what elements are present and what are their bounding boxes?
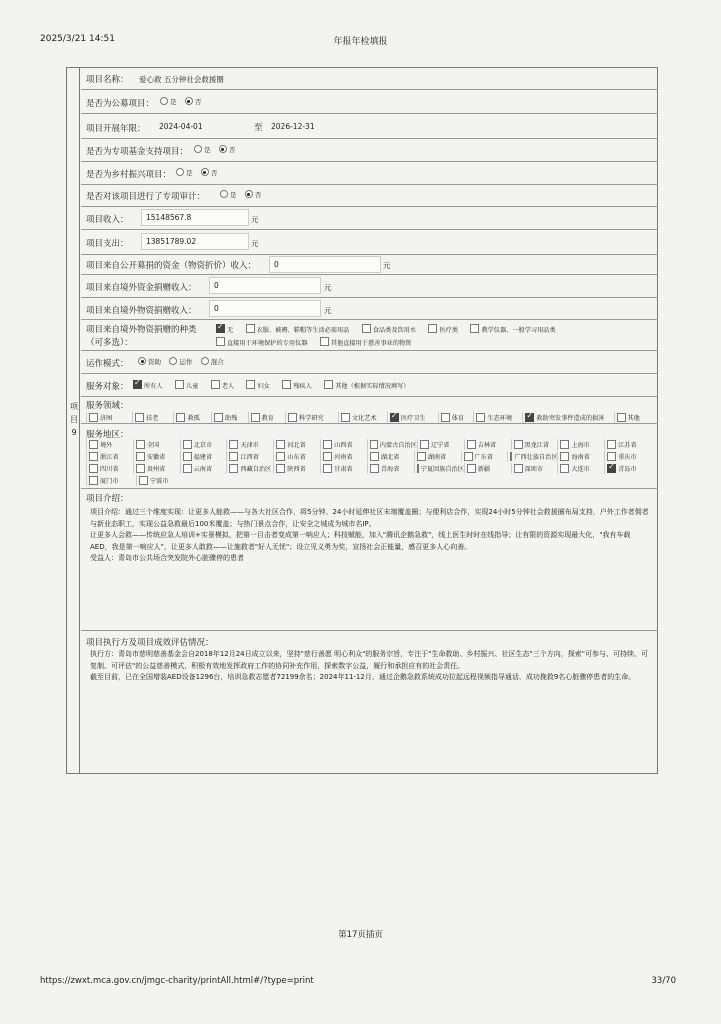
region-option [320,463,367,474]
region-label: 辽宁省 [430,442,450,449]
goods-type-checkbox[interactable] [428,324,437,333]
region-checkbox[interactable] [136,464,145,473]
region-option [180,451,227,462]
region-option [320,451,367,462]
regions-line [86,439,651,450]
expense-input[interactable]: 13851789.02 [141,233,249,250]
region-option [367,451,414,462]
field-label: 生态环境 [487,415,513,422]
audit-yes-radio[interactable] [220,190,228,198]
region-option [180,463,227,474]
print-url: https://zwxt.mca.gov.cn/jmgc-charity/printAll.html#/?type=print [40,976,314,986]
region-option [133,439,180,450]
radio-label-yes: 是 [230,191,237,199]
field-label: 扶老 [146,415,159,422]
region-option [367,439,417,450]
field-checkbox[interactable] [476,413,485,422]
execution-paragraph: 截至目前，已在全国增装AED设备1296台，培训急救志愿者72199余名；2024年11-12月，通过企鹅急救系统成功拉起远程视频指导通话，成功挽救9名心脏骤停患者的生命。 [90,673,636,681]
region-checkbox[interactable] [607,464,616,473]
region-label: 新疆 [477,466,491,473]
region-checkbox[interactable] [323,464,332,473]
region-checkbox[interactable] [276,464,285,473]
goods-type-label: 直接用于环境保护的专用仪器 [227,340,308,347]
region-option [464,463,511,474]
field-label: 助残 [224,415,238,422]
rural-label: 是否为乡村振兴项目： [86,170,172,180]
project-name-label: 项目名称： [86,75,129,85]
region-option [557,463,604,474]
special-fund-label: 是否为专项基金支持项目： [86,147,189,157]
region-checkbox[interactable] [370,440,378,449]
region-option [511,439,558,450]
region-label: 江西省 [240,454,259,461]
period-row [81,114,658,139]
region-label: 甘肃省 [334,466,353,473]
region-option [417,439,464,450]
fields-label: 服务领域： [86,401,129,411]
region-option [86,451,133,462]
public-fundraising-no-radio[interactable] [185,97,193,105]
region-label: 宁波市 [150,478,169,485]
target-label: 儿童 [185,383,199,390]
region-option [180,439,227,450]
mode-radio[interactable] [169,357,177,365]
region-label: 深圳市 [524,466,544,473]
field-label: 救孤 [187,415,200,422]
regions-line [86,463,651,474]
regions-line [86,475,651,486]
region-option [414,451,461,462]
public-fundraising-label: 是否为公募项目： [86,99,155,109]
region-checkbox[interactable] [514,440,523,449]
expense-label: 项目支出： [86,239,129,249]
region-option [273,451,320,462]
region-label: 云南省 [193,466,213,473]
field-label: 体育 [451,415,465,422]
radio-label-yes: 是 [170,98,177,106]
service-targets-row [81,374,658,397]
region-checkbox[interactable] [183,464,192,473]
radio-label-yes: 是 [204,146,211,154]
rural-no-radio[interactable] [201,168,209,176]
field-label: 文化艺术 [351,415,377,422]
region-checkbox[interactable] [607,452,616,461]
field-checkbox[interactable] [617,413,626,422]
region-option [464,439,511,450]
region-label: 西藏自治区 [240,466,272,473]
goods-type-checkbox[interactable] [320,337,329,346]
region-label: 青岛市 [618,466,637,473]
rural-yes-radio[interactable] [176,168,184,176]
region-option [133,451,180,462]
side-label-char: 项 [70,402,78,411]
mode-radio[interactable] [201,357,209,365]
region-label: 贵州省 [146,466,166,473]
region-label: 湖北省 [380,454,400,461]
region-checkbox[interactable] [420,440,429,449]
mode-radio[interactable] [138,357,146,365]
field-label: 济困 [100,415,113,422]
overseas-funds-label: 项目来自境外资金捐赠收入： [86,283,197,293]
target-label: 残疾人 [293,383,312,390]
region-checkbox[interactable] [229,440,238,449]
region-option [136,475,186,486]
region-label: 江苏省 [618,442,637,449]
region-checkbox[interactable] [370,452,379,461]
intro-paragraph: 受益人：青岛市公共场合突发院外心脏骤停的患者 [90,554,244,562]
region-label: 厦门市 [100,478,119,485]
period-label: 项目开展年限： [86,124,146,134]
target-checkbox[interactable] [211,380,220,389]
region-option [604,463,651,474]
region-option [273,463,320,474]
goods-type-checkbox[interactable] [246,324,255,333]
field-checkbox[interactable] [214,413,223,422]
region-label: 天津市 [240,442,259,449]
region-checkbox[interactable] [276,452,285,461]
region-checkbox[interactable] [514,464,523,473]
field-label: 科学研究 [299,415,324,422]
goods-types-label: 项目来自境外物资捐赠的种类 [86,325,197,335]
region-label: 河北省 [287,442,306,449]
income-row [81,207,658,230]
goods-type-checkbox[interactable] [216,324,225,333]
special-fund-row [81,139,658,162]
region-checkbox[interactable] [370,464,379,473]
region-label: 广东省 [474,454,494,461]
goods-type-label: 其他直接用于慈善事业的物资 [330,340,412,347]
field-checkbox[interactable] [135,413,144,422]
public-fundraising-yes-radio[interactable] [160,97,168,105]
region-checkbox[interactable] [467,464,476,473]
region-checkbox[interactable] [136,452,145,461]
mode-option-label: 运作 [179,358,193,366]
region-option [511,463,558,474]
public-fundraising-row [81,90,658,114]
field-label: 救助突发事件造成的损害 [536,415,605,422]
public-funds-input[interactable]: 0 [269,256,381,273]
expense-unit: 元 [251,239,259,248]
mode-option-label: 资助 [148,358,161,366]
income-unit: 元 [251,215,259,224]
expense-row [81,230,658,255]
region-option [461,451,508,462]
region-label: 海南省 [571,454,590,461]
region-checkbox[interactable] [139,476,148,485]
region-checkbox[interactable] [89,440,98,449]
radio-label-no: 否 [194,98,202,106]
field-checkbox[interactable] [89,413,98,422]
region-checkbox[interactable] [229,464,238,473]
region-option [604,439,651,450]
region-checkbox[interactable] [467,440,476,449]
public-funds-row [81,255,658,275]
goods-types-row [81,320,658,351]
region-checkbox[interactable] [183,452,192,461]
overseas-funds-unit: 元 [324,283,332,292]
print-page-count: 33/70 [651,976,676,986]
region-checkbox[interactable] [510,452,512,461]
radio-label-no: 否 [210,169,218,177]
region-label: 全国 [146,442,160,449]
service-fields-options [86,412,651,423]
audit-label: 是否对该项目进行了专项审计： [86,192,206,202]
region-checkbox[interactable] [89,464,98,473]
region-checkbox[interactable] [89,476,98,485]
goods-type-label: 教学仪器、一般学习用品类 [481,327,556,334]
region-option [367,463,414,474]
region-label: 大连市 [571,466,590,473]
region-checkbox[interactable] [417,452,426,461]
region-checkbox[interactable] [464,452,473,461]
field-checkbox[interactable] [341,413,350,422]
field-label: 其他 [627,415,640,422]
intro-paragraph: 让更多人会救——传统应急人培训+实景模拟，把第一目击者变成第一响应人；科技赋能，加入"腾讯企鹅急救"，线上医生时时在线指导；让有限的资源实现最大化，"我有车载AED，我是第一响应人"，让更多人敢救——让施救者"好人无忧"；设立见义勇为奖，宣扬社会正能量，感召更多人心向善。 [90,531,631,551]
region-checkbox[interactable] [417,464,419,473]
period-end-value[interactable]: 2026-12-31 [271,122,315,131]
radio-label-no: 否 [228,146,236,154]
region-option [133,463,180,474]
special-fund-no-radio[interactable] [219,145,227,153]
page-header-title: 年报年检填报 [333,37,388,47]
target-checkbox[interactable] [175,380,184,389]
region-label: 陕西省 [287,466,306,473]
field-checkbox[interactable] [251,413,260,422]
region-checkbox[interactable] [276,440,285,449]
region-checkbox[interactable] [136,440,145,449]
overseas-goods-unit: 元 [324,306,332,315]
execution-paragraph: 执行方：青岛市慈明慈善基金会自2018年12月24日成立以来，坚持"慈行善愿 明心利众"的服务宗旨，专注于"生命救助、乡村振兴、社区生态"三个方向，探索"可参与、可持续、可复制、可评估"的公益慈善模式，积极有效地发挥政府工作的协同补充作用，探索数字公益，履行和承担应有的社会责任。 [90,650,648,670]
region-label: 山西省 [334,442,353,449]
audit-no-radio[interactable] [245,190,253,198]
goods-type-label: 衣服、被褥、鞋帽等生活必需用品 [256,327,350,334]
field-label: 教育 [261,415,274,422]
execution-text [90,649,650,684]
region-option [604,451,651,462]
target-checkbox[interactable] [246,380,255,389]
goods-type-checkbox[interactable] [470,324,479,333]
goods-types-sublabel: （可多选）： [86,338,133,348]
overseas-funds-input[interactable]: 0 [209,277,321,294]
region-label: 四川省 [100,466,119,473]
public-funds-label: 项目来自公开募捐的资金（物资折价）收入： [86,261,257,271]
inset-page-number: 第17页插页 [338,930,383,940]
target-label: 妇女 [257,383,270,390]
region-option [414,463,464,474]
side-label-char: 目 [70,415,78,424]
target-label: 所有人 [144,383,163,390]
field-label: 医疗卫生 [400,415,426,422]
region-label: 黑龙江省 [524,442,550,449]
region-label: 广西壮族自治区 [514,454,558,461]
mode-option-label: 混合 [210,358,224,366]
radio-label-no: 否 [254,191,262,199]
region-checkbox[interactable] [229,452,238,461]
print-date: 2025/3/21 14:51 [40,34,115,44]
public-funds-unit: 元 [383,261,391,270]
region-option [557,451,604,462]
region-option [226,451,273,462]
field-checkbox[interactable] [525,413,534,422]
region-checkbox[interactable] [183,440,192,449]
region-label: 湖南省 [427,454,447,461]
region-option [273,439,320,450]
rural-revitalization-row [81,162,658,185]
goods-type-checkbox[interactable] [362,324,371,333]
region-option [226,439,273,450]
field-checkbox[interactable] [441,413,450,422]
intro-paragraph: 项目介绍：通过三个维度实现：让更多人能救——与各大社区合作，将5分钟、24小时延伸社区末端覆盖圈；与便利店合作，实现24小时5分钟社会救援圈布局支持，户外工作者佣者与新业态职工，实现公益急救最后100米覆盖；与热门景点合作，让安全之城成为城市名IP。 [90,508,649,528]
target-label: 其他（根据实际情况填写） [335,383,410,390]
target-checkbox[interactable] [324,380,333,389]
field-checkbox[interactable] [390,413,399,422]
region-label: 浙江省 [100,454,119,461]
radio-label-yes: 是 [186,169,193,177]
region-label: 河南省 [334,454,353,461]
goods-type-label: 食品类及饮用水 [372,327,417,334]
region-checkbox[interactable] [323,440,332,449]
project-name-row [81,67,658,90]
region-label: 北京市 [193,442,213,449]
region-option [226,463,273,474]
regions-label: 服务地区： [86,430,129,440]
region-label: 山东省 [287,454,306,461]
special-audit-row [81,185,658,207]
region-checkbox[interactable] [560,452,569,461]
income-label: 项目收入： [86,215,129,225]
goods-type-checkbox[interactable] [216,337,225,346]
execution-label: 项目执行方及项目成效评估情况： [86,638,214,648]
region-option [86,475,136,486]
regions-line [86,451,651,462]
region-label: 吉林省 [477,442,497,449]
special-fund-yes-radio[interactable] [194,145,202,153]
region-checkbox[interactable] [560,440,569,449]
project-name-value: 爱心救 五分钟社会救援圈 [139,75,224,84]
region-checkbox[interactable] [560,464,569,473]
target-checkbox[interactable] [133,380,142,389]
region-option [507,451,557,462]
mode-label: 运作模式： [86,359,129,369]
goods-type-label: 医疗类 [439,327,459,334]
region-checkbox[interactable] [89,452,98,461]
target-checkbox[interactable] [282,380,291,389]
income-input[interactable]: 15148567.8 [141,209,249,226]
region-label: 安徽省 [146,454,166,461]
operation-mode-row [81,351,658,374]
region-option [557,439,604,450]
intro-text [90,507,650,565]
overseas-goods-label: 项目来自境外物资捐赠收入： [86,306,197,316]
overseas-funds-row [81,275,658,298]
region-label: 重庆市 [618,454,637,461]
target-label: 老人 [221,383,235,390]
region-option [86,463,133,474]
region-label: 宁夏回族自治区 [420,466,464,473]
field-checkbox[interactable] [288,413,297,422]
overseas-goods-input[interactable]: 0 [209,300,321,317]
targets-label: 服务对象： [86,382,129,392]
overseas-goods-row [81,298,658,320]
region-label: 青海省 [380,466,400,473]
goods-type-label: 无 [227,327,234,334]
side-label-char: 9 [71,428,77,437]
region-checkbox[interactable] [323,452,332,461]
region-label: 境外 [100,442,113,449]
region-label: 上海市 [571,442,590,449]
intro-label: 项目介绍： [86,494,129,504]
region-label: 福建省 [193,454,213,461]
region-option [86,439,133,450]
region-checkbox[interactable] [607,440,616,449]
field-checkbox[interactable] [176,413,185,422]
period-start-value[interactable]: 2024-04-01 [159,122,203,131]
period-to-label: 至 [254,123,263,133]
side-label [68,400,80,439]
region-option [320,439,367,450]
region-label: 内蒙古自治区 [379,442,417,449]
